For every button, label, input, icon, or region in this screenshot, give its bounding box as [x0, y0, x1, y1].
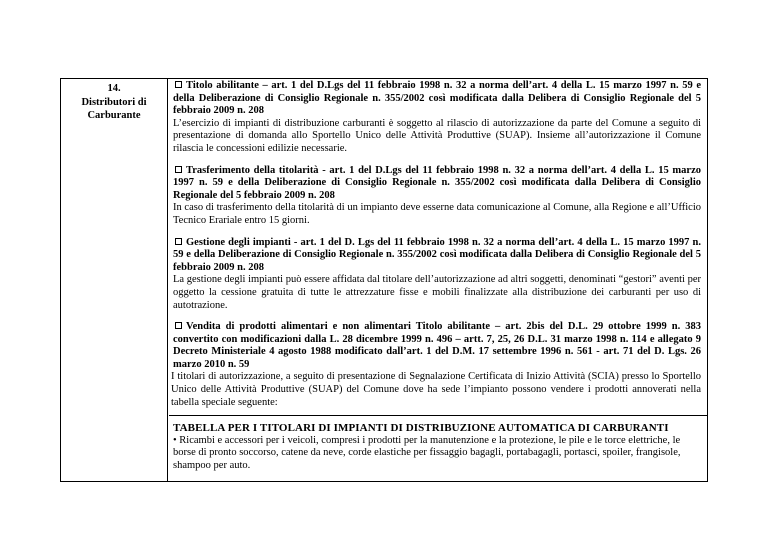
checkbox-bullet-icon — [175, 81, 182, 88]
category-cell — [61, 79, 168, 481]
section-body: La gestione degli impianti può essere affidata dal titolare dell’autorizzazione ad altri soggetti, denominati “gestori” aventi per oggetto la cessione gratuita di tutte le attrezzature fisse e mobili finalizzate alla distribuzione dei carburanti per uso di autotrazione. — [173, 274, 701, 311]
content-table — [60, 78, 708, 482]
section-titolo-abilitante — [173, 79, 701, 156]
category-title-line1: Distributori di — [81, 96, 147, 108]
category-title-line2: Carburante — [87, 110, 141, 121]
section-body: In caso di trasferimento della titolarità di un impianto deve esserne data comunicazione al Comune, alla Regione e all’Ufficio Tecnico Erariale entro 15 giorni. — [173, 202, 701, 226]
section-body: L’esercizio di impianti di distribuzione carburanti è soggetto al rilascio di autorizzazione da parte del Comune a seguito di presentazione di domanda allo Sportello Unico delle Attività Produttive (SUAP). Insieme all’autorizzazione il Comune rilascia le concessioni edilizie necessarie. — [173, 117, 701, 154]
detail-cell — [169, 79, 707, 481]
table-heading: TABELLA PER I TITOLARI DI IMPIANTI DI DISTRIBUZIONE AUTOMATICA DI CARBURANTI — [169, 415, 707, 435]
section-heading: Gestione degli impianti - art. 1 del D. Lgs del 11 febbraio 1998 n. 32 a norma dell’art. 4 della L. 15 marzo 1997 n. 59 e della Deliberazione di Consiglio Regionale n. 355/2002 così modificata dalla Delibera di Consiglio Regionale del 5 febbraio 2009 n. 208 — [173, 236, 701, 273]
section-body: I titolari di autorizzazione, a seguito di presentazione di Segnalazione Certificata di Inizio Attività (SCIA) presso lo Sportello Unico delle Attività Produttive (SUAP) del Comune dove ha sede l’impianto possono vendere i prodotti annoverati nella tabella speciale seguente: — [171, 371, 701, 408]
checkbox-bullet-icon — [175, 166, 182, 173]
category-number: 14. — [107, 83, 121, 94]
section-heading: Titolo abilitante – art. 1 del D.Lgs del 11 febbraio 1998 n. 32 a norma dell’art. 4 della L. 15 marzo 1997 n. 59 e della Deliberazione di Consiglio Regionale n. 355/2002 così modificata dalla Delibera di Consiglio Regionale del 5 febbraio 2009 n. 208 — [173, 80, 701, 117]
section-gestione — [173, 237, 701, 313]
section-heading: Vendita di prodotti alimentari e non alimentari Titolo abilitante – art. 2bis del D.L. 29 ottobre 1999 n. 383 convertito con modificazioni dalla L. 28 dicembre 1999 n. 496 – artt. 7, 25, 26 D.L. 31 marzo 1998 n. 114 e allegato 9 Decreto Ministeriale 4 agosto 1988 modificato dall’art. 1 del D.M. 17 settembre 1996 n. 561 - art. 71 del D. Lgs. 26 marzo 2010 n. 59 — [173, 321, 701, 370]
checkbox-bullet-icon — [175, 322, 182, 329]
section-heading: Trasferimento della titolarità - art. 1 del D.Lgs del 11 febbraio 1998 n. 32 a norma dell’art. 4 della L. 15 marzo 1997 n. 59 e della Deliberazione di Consiglio Regionale n. 355/2002 così modificata dalla Delibera di Consiglio Regionale del 5 febbraio 2009 n. 208 — [173, 164, 701, 201]
table-item: • Ricambi e accessori per i veicoli, compresi i prodotti per la manutenzione e la protezione, le pile e le torce elettriche, le borse di pronto soccorso, catene da neve, corde elastiche per fissaggio bagagli, portabagagli, portasci, spoiler, frangisole, shampoo per auto. — [173, 434, 681, 472]
section-trasferimento — [173, 165, 701, 228]
section-vendita — [173, 321, 701, 409]
checkbox-bullet-icon — [175, 238, 182, 245]
